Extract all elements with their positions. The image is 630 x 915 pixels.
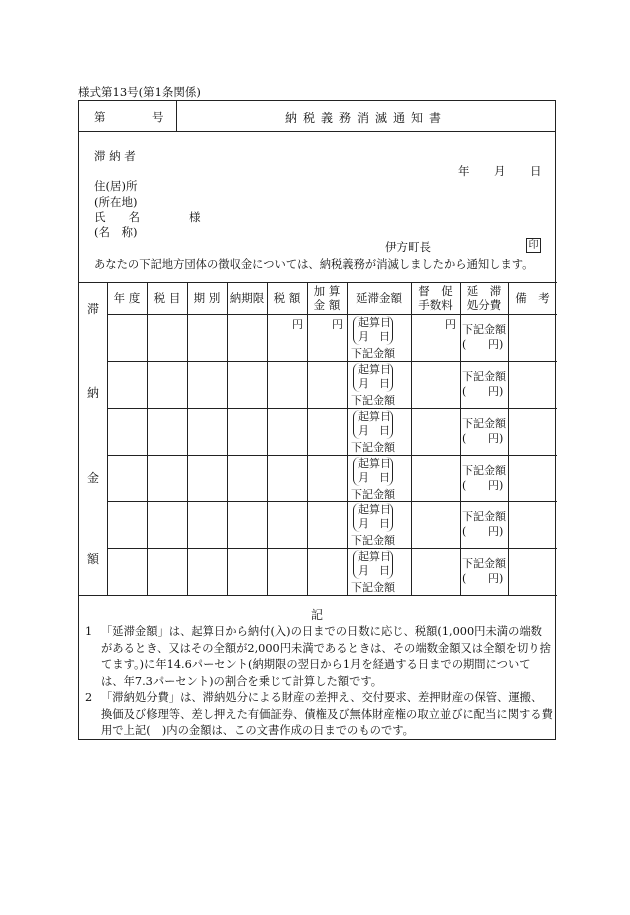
column-header-line: 備 考 [515, 291, 550, 305]
number-suffix: 号 [152, 110, 164, 124]
amount-below-label: 下記金額 [351, 487, 395, 501]
side-label-char: 納 [86, 386, 99, 400]
amount-below-label: 下記金額 [462, 369, 506, 383]
corporate-name-label: (名 称) [94, 225, 138, 239]
disposal-cost-cell [462, 369, 508, 399]
amount-below-label: 下記金額 [351, 393, 395, 407]
column-header [147, 282, 187, 314]
column-header [267, 282, 307, 314]
start-date-text: 日 [379, 423, 390, 437]
date-year-label: 年 [458, 164, 470, 178]
start-date-text: 日 [379, 376, 390, 390]
column-header-line: 手数料 [418, 298, 453, 312]
column-header-line: 処分費 [466, 298, 502, 312]
notice-text: あなたの下記地方団体の徴収金については、納税義務が消滅しましたから通知します。 [94, 258, 534, 271]
disposal-cost-cell [462, 509, 508, 539]
start-date-text: 起算日 [358, 456, 391, 470]
note-number: 1 [85, 625, 93, 638]
side-label-char: 額 [86, 552, 99, 566]
note-text: 「延滞金額」は、起算日から納付(入)の日までの日数に応じ、税額(1,000円未満の端数があるとき、又はその全額が2,000円未満であるときは、その端数金額又は全額を切り捨てます。)に年14.6パーセント(納期限の翌日から1月を経過する日までの期間については、年7.3パーセント)の割合を乗じて計算した額です。 [101, 625, 551, 688]
column-header [227, 282, 267, 314]
yen-paren-close: 円) [488, 384, 504, 398]
location-label: (所在地) [94, 195, 138, 209]
amount-below-label: 下記金額 [351, 347, 395, 360]
column-header-line: 税 額 [273, 291, 301, 305]
yen-paren-close: 円) [488, 572, 504, 586]
start-date-text: 月 [358, 517, 369, 531]
date-month-label: 月 [494, 164, 506, 178]
paren-open: ( [462, 338, 467, 351]
column-header-line: 延滞金額 [356, 291, 402, 305]
yen-paren-close: 円) [488, 525, 504, 539]
column-header [107, 282, 147, 314]
title-row [79, 101, 555, 132]
yen-paren-close: 円) [488, 431, 504, 445]
number-prefix: 第 [94, 110, 106, 124]
column-header-line: 加 算 [313, 284, 341, 298]
start-date-text: 起算日 [358, 409, 391, 423]
side-label-char: 金 [86, 471, 99, 485]
column-header-line: 金 額 [313, 298, 341, 312]
address-label: 住(居)所 [94, 179, 138, 193]
paren-open: ( [462, 572, 467, 586]
amount-below-label: 下記金額 [462, 557, 506, 571]
column-header-line: 納期限 [229, 291, 265, 305]
amount-below-label: 下記金額 [351, 534, 395, 548]
paren-open: ( [462, 525, 467, 539]
amount-below-label: 下記金額 [351, 440, 395, 454]
name-label: 氏 名 [94, 210, 140, 224]
document-number-cell [79, 101, 177, 131]
column-header-line: 期 別 [193, 291, 221, 305]
notes-heading: 記 [310, 608, 323, 622]
amount-below-label: 下記金額 [462, 416, 506, 430]
column-header-line: 税 目 [153, 291, 181, 305]
paren-open: ( [462, 431, 467, 445]
start-date-text: 月 [358, 564, 369, 578]
start-date-bracket [353, 363, 393, 392]
start-date-text: 起算日 [358, 550, 391, 564]
note-item-2 [85, 690, 553, 740]
delinquent-taxpayer-label: 滞 納 者 [94, 149, 136, 163]
start-date-text: 日 [379, 470, 390, 484]
date-day-label: 日 [530, 164, 542, 178]
honorific-label: 様 [189, 210, 201, 224]
start-date-bracket [353, 503, 393, 532]
start-date-bracket [353, 316, 393, 345]
column-header [307, 282, 347, 314]
start-date-text: 日 [379, 330, 390, 343]
yen-unit: 円 [332, 318, 343, 331]
yen-unit: 円 [292, 318, 303, 331]
start-date-bracket [353, 457, 393, 486]
column-header-line: 督 促 [418, 284, 453, 298]
amount-below-label: 下記金額 [462, 510, 506, 524]
yen-paren-close: 円) [488, 338, 504, 351]
start-date-text: 月 [358, 423, 369, 437]
column-header [411, 282, 460, 314]
column-header [508, 282, 557, 314]
paren-open: ( [462, 478, 467, 492]
disposal-cost-cell [462, 463, 508, 493]
start-date-text: 日 [379, 564, 390, 578]
column-header-line: 年 度 [113, 291, 141, 305]
column-header-line: 延 滞 [466, 284, 502, 298]
start-date-text: 月 [358, 376, 369, 390]
disposal-cost-cell [462, 416, 508, 446]
form-number: 様式第13号(第1条関係) [78, 85, 201, 99]
start-date-text: 起算日 [358, 316, 391, 329]
note-item-1 [85, 624, 553, 690]
start-date-bracket [353, 550, 393, 579]
start-date-bracket [353, 410, 393, 439]
delinquency-table [79, 282, 557, 595]
amount-below-label: 下記金額 [351, 581, 395, 595]
column-header [187, 282, 227, 314]
start-date-text: 月 [358, 470, 369, 484]
amount-below-label: 下記金額 [462, 323, 506, 336]
column-header [460, 282, 508, 314]
yen-paren-close: 円) [488, 478, 504, 492]
side-label-char: 滞 [86, 302, 99, 316]
issuer-name: 伊方町長 [385, 240, 431, 254]
start-date-text: 起算日 [358, 362, 391, 376]
disposal-cost-cell [462, 556, 508, 586]
amount-below-label: 下記金額 [462, 463, 506, 477]
note-text: 「滞納処分費」は、滞納処分による財産の差押え、交付要求、差押財産の保管、運搬、換価及び修理等、差し押えた有価証券、債権及び無体財産権の取立並びに配当に関する費用で上記( )内の金額は、この文書作成の日までのものです。 [101, 691, 553, 737]
notice-form [78, 100, 556, 740]
paren-open: ( [462, 384, 467, 398]
document-title: 納税義務消滅通知書 [284, 111, 447, 125]
column-header [347, 282, 411, 314]
note-number: 2 [85, 691, 93, 704]
seal-mark: 印 [526, 238, 541, 253]
start-date-text: 月 [358, 330, 369, 343]
disposal-cost-cell [462, 322, 508, 352]
yen-unit: 円 [445, 318, 456, 331]
start-date-text: 起算日 [358, 503, 391, 517]
start-date-text: 日 [379, 517, 390, 531]
